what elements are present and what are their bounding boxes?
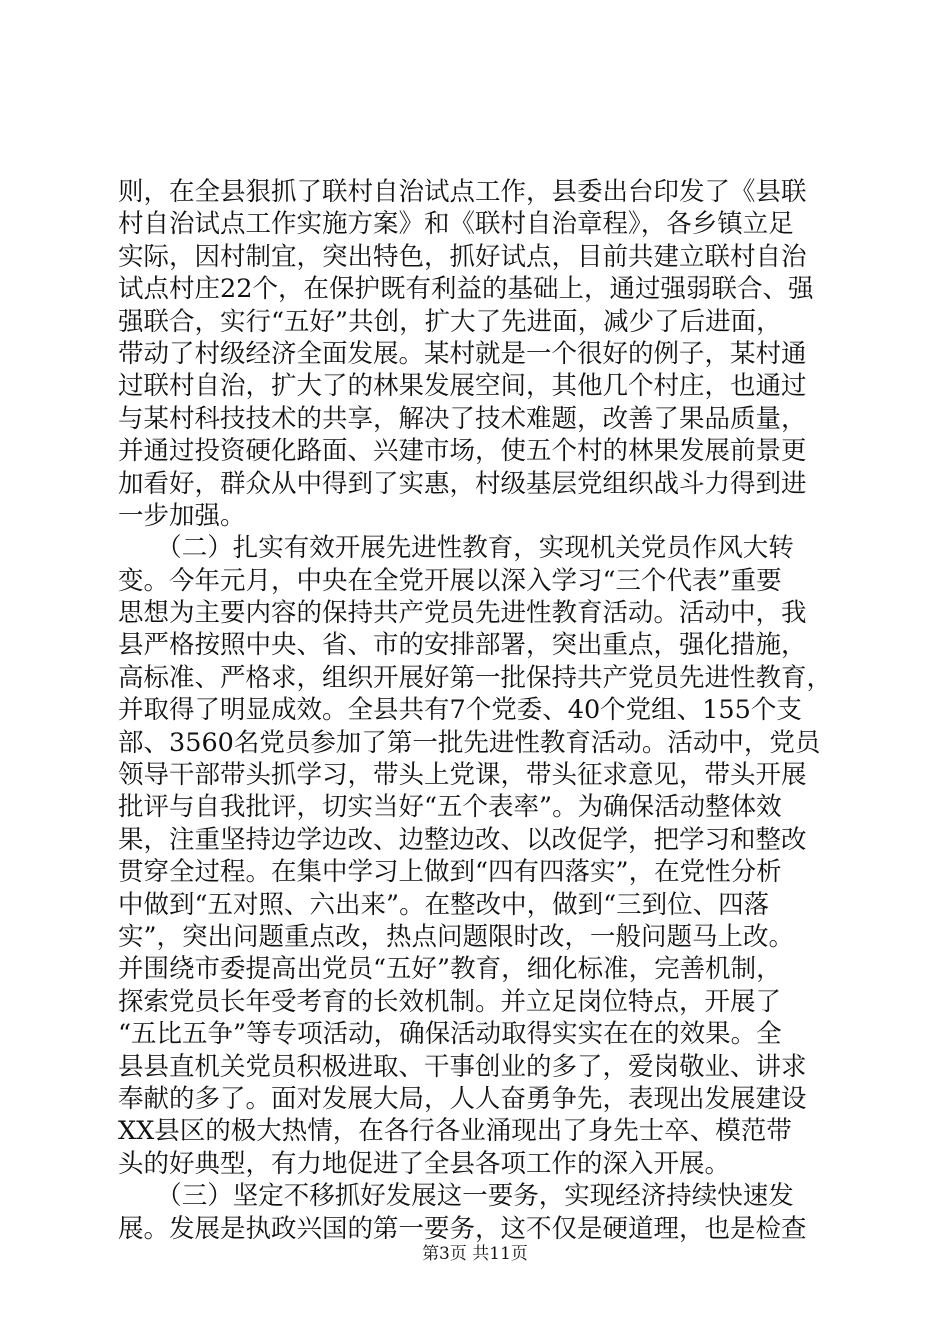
page-footer [0, 1239, 950, 1264]
text-line: 领导干部带头抓学习，带头上党课，带头征求意见，带头开展 [118, 760, 807, 791]
text-line: 思想为主要内容的保持共产党员先进性教育活动。活动中，我 [118, 598, 807, 629]
text-line: 高标准、严格求，组织开展好第一批保持共产党员先进性教育， [118, 662, 833, 693]
text-line: 县严格按照中央、省、市的安排部署，突出重点，强化措施， [118, 630, 807, 661]
text-line: （三）坚定不移抓好发展这一要务，实现经济持续快速发 [118, 1181, 794, 1212]
text-line: （二）扎实有效开展先进性教育，实现机关党员作风大转 [118, 533, 794, 564]
text-line: 加看好，群众从中得到了实惠，村级基层党组织战斗力得到进 [118, 468, 807, 499]
text-line: 带动了村级经济全面发展。某村就是一个很好的例子，某村通 [118, 338, 807, 369]
text-line: 则，在全县狠抓了联村自治试点工作，县委出台印发了《县联 [118, 177, 807, 207]
text-line: 贯穿全过程。在集中学习上做到“四有四落实”，在党性分析 [118, 857, 782, 888]
text-line: 并围绕市委提高出党员“五好”教育，细化标准，完善机制， [118, 954, 782, 985]
text-line: 部、3560名党员参加了第一批先进性教育活动。活动中，党员 [118, 727, 821, 758]
text-line: 县县直机关党员积极进取、干事创业的多了，爱岗敬业、讲求 [118, 1051, 807, 1082]
page-number-label: 第3页 共11页 [422, 1244, 528, 1264]
text-line: 并通过投资硬化路面、兴建市场，使五个村的林果发展前景更 [118, 436, 807, 467]
text-line: 村自治试点工作实施方案》和《联村自治章程》，各乡镇立足 [118, 209, 794, 240]
text-line: “五比五争”等专项活动，确保活动取得实实在在的效果。全 [118, 1019, 782, 1050]
text-line: 实际，因村制宜，突出特色，抓好试点，目前共建立联村自治 [118, 241, 807, 272]
text-line: 过联村自治，扩大了的林果发展空间，其他几个村庄，也通过 [118, 371, 807, 402]
text-line: 试点村庄22个，在保护既有利益的基础上，通过强弱联合、强 [118, 274, 814, 305]
body-text [118, 176, 838, 1245]
text-line: 批评与自我批评，切实当好“五个表率”。为确保活动整体效 [118, 792, 782, 823]
text-line: 与某村科技技术的共享，解决了技术难题，改善了果品质量， [118, 403, 807, 434]
text-line: 强联合，实行“五好”共创，扩大了先进面，减少了后进面， [118, 306, 782, 337]
text-line: 果，注重坚持边学边改、边整边改、以改促学，把学习和整改 [118, 824, 807, 855]
text-line: 奉献的多了。面对发展大局，人人奋勇争先，表现出发展建设 [118, 1083, 807, 1114]
text-line: 一步加强。 [118, 500, 246, 531]
text-line: 头的好典型，有力地促进了全县各项工作的深入开展。 [118, 1148, 731, 1179]
text-line: 展。发展是执政兴国的第一要务，这不仅是硬道理，也是检查 [118, 1213, 807, 1244]
text-line: 实”，突出问题重点改，热点问题限时改，一般问题马上改。 [118, 921, 795, 952]
text-line: 中做到“五对照、六出来”。在整改中，做到“三到位、四落 [118, 889, 770, 920]
text-line: 探索党员长年受考育的长效机制。并立足岗位特点，开展了 [118, 986, 782, 1017]
text-line: 并取得了明显成效。全县共有7个党委、40个党组、155个支 [118, 695, 802, 726]
text-line: 变。今年元月，中央在全党开展以深入学习“三个代表”重要 [118, 565, 782, 596]
text-line: XX县区的极大热情，在各行各业涌现出了身先士卒、模范带 [118, 1116, 792, 1147]
